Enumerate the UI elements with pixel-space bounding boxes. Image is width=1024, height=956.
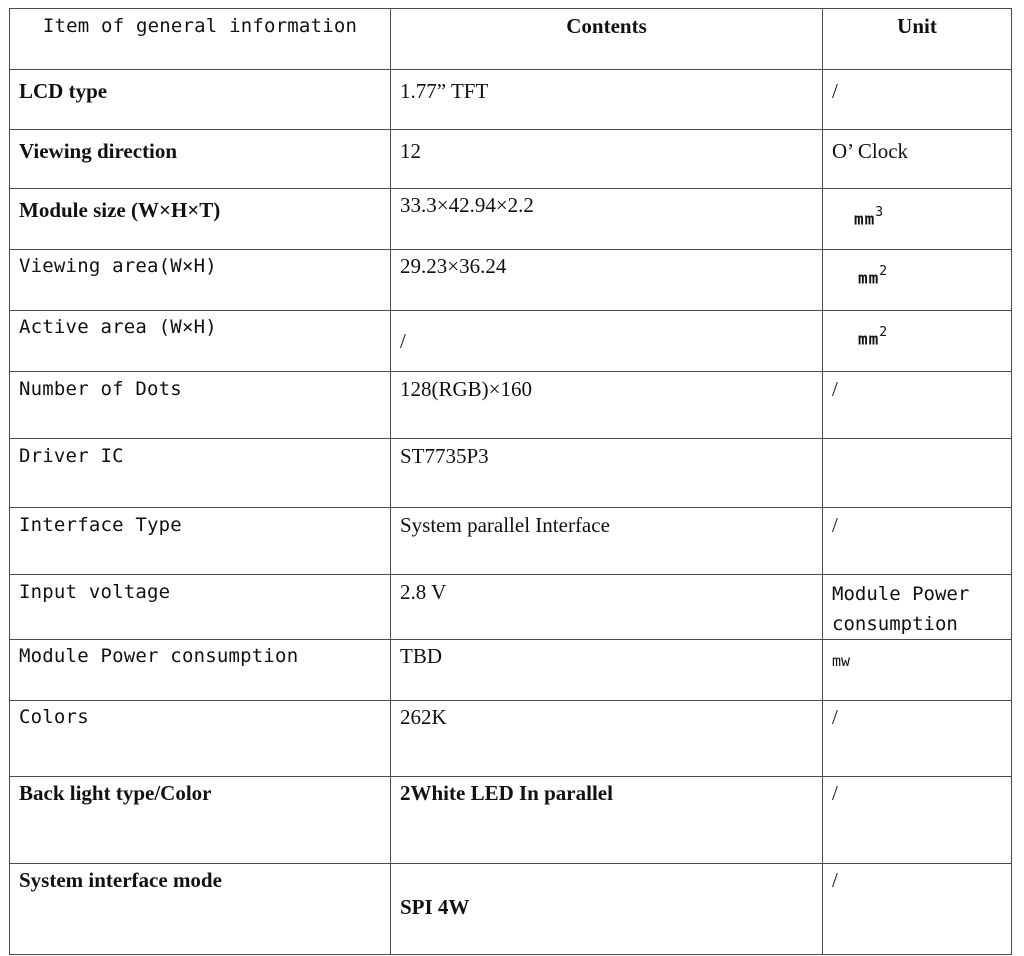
table-row <box>10 575 1012 640</box>
header-unit: Unit <box>823 9 1012 70</box>
general-information-table <box>9 8 1012 955</box>
table-row <box>10 250 1012 311</box>
unit-cell: / <box>823 508 1012 575</box>
unit-cell: / <box>823 777 1012 864</box>
table-row <box>10 372 1012 439</box>
contents-cell: 2.8 V <box>391 575 823 640</box>
item-cell: Module Power consumption <box>10 640 391 701</box>
contents-cell: ST7735P3 <box>391 439 823 508</box>
table-row <box>10 311 1012 372</box>
unit-cell: mw <box>823 640 1012 701</box>
unit-cell <box>823 439 1012 508</box>
contents-cell: 33.3×42.94×2.2 <box>391 189 823 250</box>
item-cell: Active area (W×H) <box>10 311 391 372</box>
unit-cell: $mm^2$ <box>823 250 1012 311</box>
item-cell: Viewing area(W×H) <box>10 250 391 311</box>
table-row <box>10 640 1012 701</box>
table-row <box>10 701 1012 777</box>
item-cell: Module size (W×H×T) <box>10 189 391 250</box>
item-cell: Back light type/Color <box>10 777 391 864</box>
contents-cell: 29.23×36.24 <box>391 250 823 311</box>
contents-cell: 128(RGB)×160 <box>391 372 823 439</box>
header-item: Item of general information <box>10 9 391 70</box>
table-row <box>10 777 1012 864</box>
contents-cell: 2White LED In parallel <box>391 777 823 864</box>
contents-cell: 262K <box>391 701 823 777</box>
item-cell: LCD type <box>10 70 391 130</box>
unit-cell: Module Power consumption <box>823 575 1012 640</box>
unit-cell: / <box>823 372 1012 439</box>
contents-cell: / <box>391 311 823 372</box>
unit-cell: / <box>823 70 1012 130</box>
table-row <box>10 189 1012 250</box>
contents-cell: TBD <box>391 640 823 701</box>
contents-cell: 12 <box>391 130 823 189</box>
header-contents: Contents <box>391 9 823 70</box>
table-header-row <box>10 9 1012 70</box>
table-row <box>10 508 1012 575</box>
unit-cell: / <box>823 701 1012 777</box>
table-row <box>10 439 1012 508</box>
item-cell: Number of Dots <box>10 372 391 439</box>
unit-cell: / <box>823 864 1012 955</box>
item-cell: System interface mode <box>10 864 391 955</box>
table-row <box>10 130 1012 189</box>
unit-cell: $mm^2$ <box>823 311 1012 372</box>
item-cell: Input voltage <box>10 575 391 640</box>
table-row <box>10 70 1012 130</box>
item-cell: Viewing direction <box>10 130 391 189</box>
item-cell: Interface Type <box>10 508 391 575</box>
unit-cell: O’ Clock <box>823 130 1012 189</box>
item-cell: Driver IC <box>10 439 391 508</box>
unit-cell: $mm^3$ <box>823 189 1012 250</box>
item-cell: Colors <box>10 701 391 777</box>
contents-cell: System parallel Interface <box>391 508 823 575</box>
contents-cell: SPI 4W <box>391 864 823 955</box>
contents-cell: 1.77” TFT <box>391 70 823 130</box>
table-row <box>10 864 1012 955</box>
